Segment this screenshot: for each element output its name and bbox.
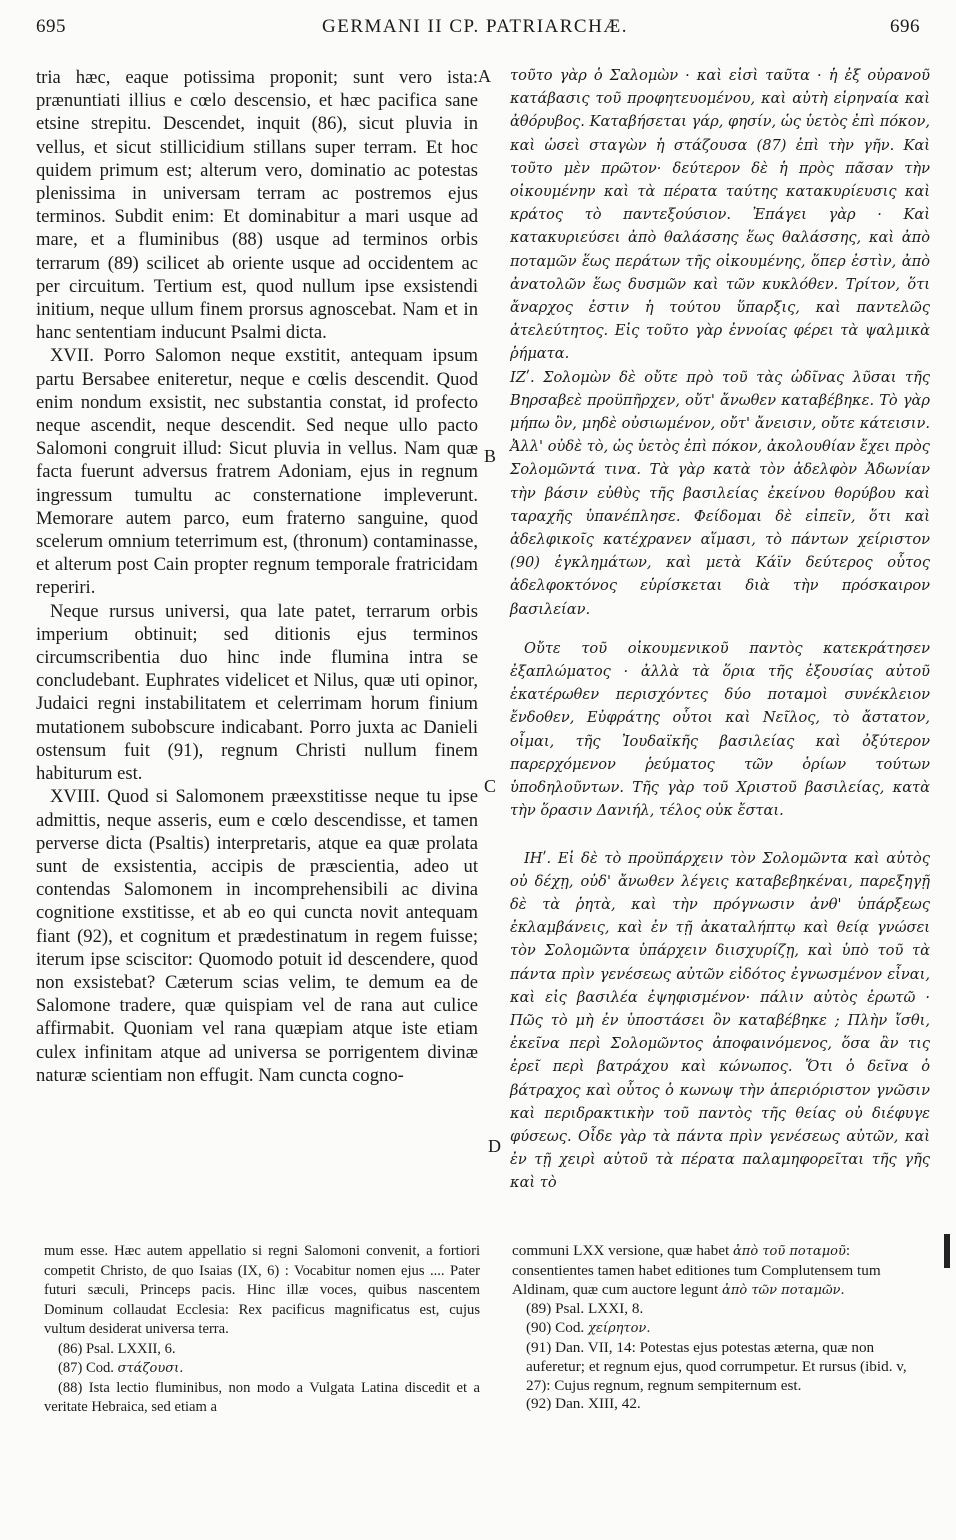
footnotes-right	[512, 1242, 932, 1414]
footnote-92: (92) Dan. XIII, 42.	[526, 1395, 641, 1413]
latin-paragraph-xviii: XVIII. Quod si Salomonem præexstitisse neque tu ipse admittis, neque asseris, eum e cœlo descendisse, et tamen perverse dicta (Psaltis) interpretaris, atque ea quæ prolata sunt de exsistentia, accipis de præscientia, adeo ut contendas Salomonem in incomprehensibili ac divina cognitione exstitisse, et ab eo qui cuncta novit antequam fiant (92), et cognitum et prædestinatum in regem fuisse; iterum ipse sciscitor: Quomodo potuit id descendere, quod non exsistebat? Cæterum scias velim, te demum ea de Salomone tradere, quæ quispiam vel de rana aut culice affirmabit. Quoniam vel rana quæpiam atque iste etiam culex infinitam atque ad universa se porrigentem divinæ naturæ scientiam non effugit. Nam cuncta cogno-	[36, 786, 478, 1086]
greek-paragraph-iz: ΙΖʹ. Σολομὼν δὲ οὔτε πρὸ τοῦ τὰς ὠδῖνας λῦσαι τῆς Βηρσαβεὲ προϋπῆρχεν, οὔτ' ἄνωθεν καταβέβηκε. Τὸ γὰρ μήπω ὂν, μηδὲ οὐσιωμένον, οὔτ' ἄνεισιν, οὔτε κάτεισιν. Ἀλλ' οὐδὲ τὸ, ὡς ὑετὸς ἐπὶ πόκον, ἀκολουθίαν ἔχει πρὸς Σολομῶντά τινα. Τὰ γὰρ κατὰ τὸν ἀδελφὸν Ἀδωνίαν τὴν βάσιν εὐθὺς τῆς βασιλείας ἐκείνου θορύβου καὶ ταραχῆς ὑπανέπλησε. Φείδομαι δὲ εἰπεῖν, ὅτι καὶ ἀδελφικοῖς κατέχρανεν αἵμασι, τὸ πάντων χείριστον (90) ἐγκλημάτων, καὶ μετὰ Κάϊν δεύτερος οὗτος ἀδελφοκτόνος εὑρίσκεται διὰ τὴν πρόσκαιρον βασιλείαν.	[510, 368, 930, 618]
latin-paragraph-xvii: XVII. Porro Salomon neque exstitit, antequam ipsum partu Bersabee eniteretur, neque e cœlis descendit. Quod enim nondum exsistit, nec substantia constat, id profecto neque ascendit, neque descendit. Sed neque ullo pacto Salomoni congruit illud: Sicut pluvia in vellus. Nam quæ facta fuerunt adversus fratrem Adoniam, ejus in regnum ingressum tumultu ac consternatione impleverunt. Memorare autem parco, eum fraterno sanguine, quod scelerum omnium teterrimum est, (thronum) contaminasse, et alterum post Cain propter regnum temporale fratricidam reperiri.	[36, 345, 478, 599]
margin-letter-d: D	[488, 1136, 501, 1156]
page-number-right: 696	[890, 16, 920, 37]
latin-paragraph-1: tria hæc, eaque potissima proponit; sunt vero ista: prænuntiati illius e cœlo descensio, et hæc pacifica sane etsine strepitu. Descendet, inquit (86), sicut pluvia in vellus, et sicut stillicidium stillans super terram. Et hoc quidem primum est; alterum vero, dominatio ac potestas plenissima in universam terram ac postremos ejus terminos. Subdit enim: Et dominabitur a mari usque ad mare, et a fluminibus (88) usque ad terminos orbis terrarum (89) scilicet ab oriente usque ad occidentem ac per circuitum. Tertium est, quod nullum ipse exsistendi initium, neque ullum finem prorsus agnoscebat. Nam et in hanc sententiam inducunt Psalmi dicta.	[36, 67, 478, 344]
footnote-88-continuation: communi LXX versione, quæ habet ἀπὸ τοῦ ποταμοῦ: consentientes tamen habet editiones tum Complutensem tum Aldinam, quæ cum auctore legunt ἀπὸ τῶν ποταμῶν.	[512, 1242, 881, 1298]
footnote-90: (90) Cod. χείρητον.	[526, 1319, 651, 1337]
running-title: GERMANI II CP. PATRIARCHÆ.	[322, 16, 628, 37]
greek-paragraph-3: Οὔτε τοῦ οἰκουμενικοῦ παντὸς κατεκράτησεν ἐξαπλώματος · ἀλλὰ τὰ ὅρια τῆς ἐξουσίας αὐτοῦ ἑκατέρωθεν περισχόντες δύο ποταμοὶ συνέκλειον ἔνδοθεν, Εὐφράτης οὗτοι καὶ Νεῖλος, τὸ ἄστατον, οἶμαι, τῆς Ἰουδαϊκῆς βασιλείας καὶ ὀξύτερον παρερχόμενον ῥεύματος τῶν ὁρίων τούτων ὑποδηλοῦντων. Τῆς γὰρ τοῦ Χριστοῦ βασιλείας, κατὰ τὴν ὅρασιν Δανιήλ, τέλος οὐκ ἔσται.	[510, 639, 930, 820]
footnote-continuation: mum esse. Hæc autem appellatio si regni Salomoni convenit, a fortiori competit Christo, de quo Isaias (IX, 6) : Vocabitur nomen ejus .... Pater futuri sæculi, Princeps pacis. Hinc illæ voces, quibus nascentem Dominum collaudat Ecclesia: Rex pacificus magnificatus est, cujus vultum desiderat universa terra.	[44, 1243, 480, 1337]
page-edge-mark	[944, 1234, 950, 1268]
footnote-91: (91) Dan. VII, 14: Potestas ejus potestas æterna, quæ non auferetur; et regnum ejus, quod corrumpetur. Et rursus (ibid. v, 27): Cujus regnum, regnum sempiternum est.	[526, 1338, 907, 1394]
running-header	[30, 6, 920, 40]
footnote-87: (87) Cod. στάζουσι.	[58, 1360, 184, 1376]
margin-letter-b: B	[484, 446, 497, 466]
greek-paragraph-ih: ΙΗʹ. Εἰ δὲ τὸ προϋπάρχειν τὸν Σολομῶντα καὶ αὐτὸς οὐ δέχῃ, οὐδ' ἄνωθεν λέγεις καταβεβηκέναι, παρεξηγῇ δὲ τὰ ῥητὰ, καὶ τὴν πρόγνωσιν ἀνθ' ὑπάρξεως ἐκλαμβάνεις, καὶ ἐν τῇ ἀκαταλήπτῳ καὶ θείᾳ γνώσει τὸν Σολομῶντα ὑπάρχειν διισχυρίζῃ, καὶ ὑπὸ τοῦ τὰ πάντα πρὶν γενέσεως αὐτῶν εἰδότος ἐγνωσμένον εἶναι, καὶ εἰς βασιλέα ἐψηφισμένον· πάλιν αὐτὸς ἐρωτῶ · Πῶς τὸ μὴ ἐν ὑποστάσει ὂν καταβέβηκε ; Πλὴν ἴσθι, ἐκεῖνα περὶ Σολομῶντος ἀποφαινόμενος, ὅσα ἂν τις ἐρεῖ περὶ βατράχου καὶ κώνωπος. Ὅτι ὁ δεῖνα ὁ βάτραχος καὶ οὗτος ὁ κωνωψ τὴν ἀπεριόριστον γνῶσιν καὶ περιδρακτικὴν τοῦ παντὸς τῆς θείας οὐ διέφυγε φύσεως. Οἶδε γὰρ τὰ πάντα πρὶν γενέσεως αὐτῶν, καὶ ἐν τῇ χειρὶ αὐτοῦ τὰ πέρατα παλαμηφορεῖται τῆς γῆς καὶ τὸ	[510, 849, 930, 1192]
footnote-86: (86) Psal. LXXII, 6.	[58, 1340, 176, 1357]
page-number-left: 695	[36, 16, 66, 37]
footnote-89: (89) Psal. LXXI, 8.	[526, 1300, 644, 1318]
footnote-88: (88) Ista lectio fluminibus, non modo a Vulgata Latina discedit et a veritate Hebraica, sed etiam a	[44, 1379, 480, 1415]
greek-paragraph-1: τοῦτο γὰρ ὁ Σαλομὼν · καὶ εἰσὶ ταῦτα · ἡ ἐξ οὐρανοῦ κατάβασις τοῦ προφητευομένου, καὶ αὐτὴ εἰρηναία καὶ ἀθόρυβος. Καταβήσεται γάρ, φησίν, ὡς ὑετὸς ἐπὶ πόκον, καὶ ὡσεὶ σταγὼν ἡ στάζουσα (87) ἐπὶ τὴν γῆν. Καὶ τοῦτο μὲν πρῶτον· δεύτερον δὲ ἡ πρὸς πᾶσαν τὴν οἰκουμένην καὶ τὰ πέρατα ταύτης κατακυρίευσις καὶ κράτος τὸ παντεξούσιον. Ἐπάγει γὰρ · Καὶ κατακυριεύσει ἀπὸ θαλάσσης ἕως θαλάσσης, καὶ ἀπὸ ποταμῶν ἕως περάτων τῆς οἰκουμένης, ὅπερ ἐστὶν, ἀπὸ ἀνατολῶν ἕως δυσμῶν καὶ τῶν κυκλόθεν. Τρίτον, ὅτι ἄναρχος ἐστιν ἡ τούτου ὕπαρξις, καὶ παντελῶς ἀτελεύτητος. Εἰς τοῦτο γὰρ ἐννοίας φέρει τὰ ψαλμικὰ ῥήματα.	[510, 67, 930, 363]
latin-paragraph-3: Neque rursus universi, qua late patet, terrarum orbis imperium obtinuit; sed ditionis ejus terminos circumscribentia duo hinc inde flumina intra se concludebant. Euphrates videlicet et Nilus, quæ uti opinor, Judaici regni instabilitatem et celerrimam horum finium mutationem subobscure indicabant. Porro juxta ac Danieli ostensum fuit (91), regnum Christi nullum finem habiturum est.	[36, 600, 478, 785]
margin-letter-a: A	[478, 66, 491, 86]
margin-letter-c: C	[484, 776, 497, 796]
greek-column	[510, 64, 930, 1195]
footnotes-left	[44, 1242, 480, 1418]
latin-column	[36, 66, 478, 1087]
